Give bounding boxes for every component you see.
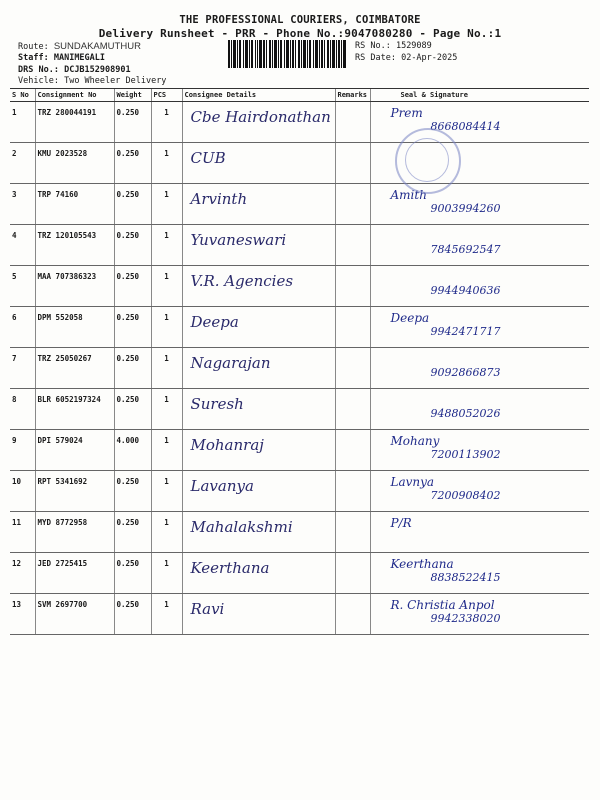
row-weight: 0.250 — [114, 225, 151, 266]
row-pcs: 1 — [151, 389, 182, 430]
row-remarks-cell — [335, 184, 370, 225]
row-sno: 10 — [10, 471, 35, 512]
table-header-row — [10, 89, 589, 102]
row-remarks-cell — [335, 225, 370, 266]
rs-date-label: RS Date: — [355, 53, 396, 63]
row-weight: 0.250 — [114, 553, 151, 594]
row-remarks-cell — [335, 348, 370, 389]
row-signature-cell — [370, 594, 589, 635]
table-row — [10, 471, 589, 512]
signature-handwriting: P/R — [390, 516, 412, 530]
signature-handwriting: Amith — [390, 188, 427, 202]
vehicle-value: Two Wheeler Delivery — [64, 76, 167, 86]
row-consignment-no: DPI 579024 — [35, 430, 114, 471]
col-signature-header: Seal & Signature — [370, 89, 589, 102]
table-row — [10, 594, 589, 635]
row-remarks-cell — [335, 307, 370, 348]
rs-date-line — [355, 53, 457, 63]
drs-value: DCJB152908901 — [64, 65, 131, 75]
signature-handwriting: Keerthana — [390, 557, 454, 571]
row-remarks-cell — [335, 512, 370, 553]
row-pcs: 1 — [151, 594, 182, 635]
row-consignee-cell — [182, 430, 335, 471]
row-consignee-cell — [182, 512, 335, 553]
row-sno: 8 — [10, 389, 35, 430]
signature-phone-number: 9942338020 — [430, 612, 501, 625]
row-signature-cell — [370, 512, 589, 553]
rs-date-value: 02-Apr-2025 — [401, 53, 458, 63]
signature-phone-number: 9092866873 — [430, 366, 501, 379]
staff-value: MANIMEGALI — [53, 53, 106, 63]
consignee-handwriting: Yuvaneswari — [190, 231, 287, 249]
row-pcs: 1 — [151, 184, 182, 225]
table-row — [10, 389, 589, 430]
row-weight: 0.250 — [114, 594, 151, 635]
row-consignee-cell — [182, 553, 335, 594]
row-signature-cell — [370, 225, 589, 266]
signature-phone-number: 9944940636 — [430, 284, 501, 297]
row-sno: 12 — [10, 553, 35, 594]
row-sno: 5 — [10, 266, 35, 307]
signature-handwriting: R. Christia Anpol — [390, 598, 495, 612]
vehicle-label: Vehicle: — [18, 76, 59, 86]
row-sno: 3 — [10, 184, 35, 225]
col-weight-header: Weight — [114, 89, 151, 102]
runsheet-table — [10, 88, 589, 635]
table-row — [10, 512, 589, 553]
row-signature-cell — [370, 553, 589, 594]
row-pcs: 1 — [151, 430, 182, 471]
signature-handwriting: Mohany — [390, 434, 440, 448]
row-sno: 11 — [10, 512, 35, 553]
row-consignment-no: DPM 552058 — [35, 307, 114, 348]
row-consignment-no: TRZ 120105543 — [35, 225, 114, 266]
row-consignee-cell — [182, 471, 335, 512]
drs-label: DRS No.: — [18, 65, 59, 75]
consignee-handwriting: V.R. Agencies — [190, 272, 294, 290]
table-row — [10, 225, 589, 266]
row-signature-cell — [370, 471, 589, 512]
col-sno-header: S No — [10, 89, 35, 102]
col-consignee-header: Consignee Details — [182, 89, 335, 102]
row-remarks-cell — [335, 266, 370, 307]
row-weight: 0.250 — [114, 512, 151, 553]
row-consignee-cell — [182, 594, 335, 635]
col-pcs-header: PCS — [151, 89, 182, 102]
rs-no-line — [355, 41, 432, 51]
consignee-handwriting: Ravi — [190, 600, 225, 618]
row-signature-cell — [370, 307, 589, 348]
row-weight: 0.250 — [114, 266, 151, 307]
row-consignment-no: KMU 2023528 — [35, 143, 114, 184]
row-signature-cell — [370, 348, 589, 389]
runsheet-subtitle: Delivery Runsheet - PRR - Phone No.:9047080280 - Page No.:1 — [98, 27, 502, 40]
consignee-handwriting: Lavanya — [190, 477, 254, 495]
signature-phone-number: 8838522415 — [430, 571, 501, 584]
signature-phone-number: 9488052026 — [430, 407, 501, 420]
consignee-handwriting: Deepa — [190, 313, 239, 331]
table-row — [10, 184, 589, 225]
consignee-handwriting: Arvinth — [190, 190, 248, 208]
row-consignee-cell — [182, 102, 335, 143]
row-consignment-no: SVM 2697700 — [35, 594, 114, 635]
row-signature-cell — [370, 266, 589, 307]
row-weight: 4.000 — [114, 430, 151, 471]
col-consignment-header: Consignment No — [35, 89, 114, 102]
row-remarks-cell — [335, 389, 370, 430]
row-consignment-no: RPT 5341692 — [35, 471, 114, 512]
courier-seal-stamp — [395, 128, 461, 194]
route-value: SUNDAKAMUTHUR — [53, 41, 141, 52]
row-sno: 4 — [10, 225, 35, 266]
row-sno: 7 — [10, 348, 35, 389]
row-consignee-cell — [182, 184, 335, 225]
drs-line — [18, 65, 131, 75]
table-row — [10, 430, 589, 471]
row-weight: 0.250 — [114, 348, 151, 389]
table-row — [10, 553, 589, 594]
row-pcs: 1 — [151, 143, 182, 184]
row-pcs: 1 — [151, 553, 182, 594]
vehicle-line — [18, 76, 166, 86]
signature-phone-number: 7200113902 — [430, 448, 501, 461]
row-weight: 0.250 — [114, 307, 151, 348]
route-line — [18, 41, 141, 52]
row-consignee-cell — [182, 266, 335, 307]
row-signature-cell — [370, 184, 589, 225]
row-weight: 0.250 — [114, 143, 151, 184]
row-consignment-no: TRP 74160 — [35, 184, 114, 225]
row-pcs: 1 — [151, 225, 182, 266]
row-sno: 13 — [10, 594, 35, 635]
consignee-handwriting: Suresh — [190, 395, 244, 413]
row-consignee-cell — [182, 348, 335, 389]
row-sno: 2 — [10, 143, 35, 184]
consignee-handwriting: Keerthana — [190, 559, 270, 577]
row-consignment-no: MYD 8772958 — [35, 512, 114, 553]
row-sno: 9 — [10, 430, 35, 471]
row-consignee-cell — [182, 389, 335, 430]
row-weight: 0.250 — [114, 184, 151, 225]
consignee-handwriting: Nagarajan — [190, 354, 271, 372]
company-title: THE PROFESSIONAL COURIERS, COIMBATORE — [179, 14, 421, 26]
table-row — [10, 266, 589, 307]
barcode-image — [228, 40, 346, 68]
row-consignee-cell — [182, 143, 335, 184]
signature-phone-number: 7845692547 — [430, 243, 501, 256]
signature-phone-number: 8668084414 — [430, 120, 501, 133]
row-remarks-cell — [335, 471, 370, 512]
row-remarks-cell — [335, 102, 370, 143]
row-pcs: 1 — [151, 266, 182, 307]
row-consignment-no: JED 2725415 — [35, 553, 114, 594]
row-pcs: 1 — [151, 348, 182, 389]
signature-phone-number: 9003994260 — [430, 202, 501, 215]
signature-handwriting: Lavnya — [390, 475, 435, 489]
table-row — [10, 143, 589, 184]
row-pcs: 1 — [151, 512, 182, 553]
row-pcs: 1 — [151, 102, 182, 143]
staff-label: Staff: — [18, 53, 49, 63]
row-remarks-cell — [335, 143, 370, 184]
row-sno: 6 — [10, 307, 35, 348]
row-consignee-cell — [182, 225, 335, 266]
row-consignment-no: TRZ 280044191 — [35, 102, 114, 143]
table-row — [10, 307, 589, 348]
col-remarks-header: Remarks — [335, 89, 370, 102]
row-weight: 0.250 — [114, 102, 151, 143]
consignee-handwriting: CUB — [190, 149, 226, 167]
signature-phone-number: 7200908402 — [430, 489, 501, 502]
row-consignment-no: BLR 6052197324 — [35, 389, 114, 430]
row-weight: 0.250 — [114, 389, 151, 430]
row-signature-cell — [370, 102, 589, 143]
staff-line — [18, 53, 105, 63]
consignee-handwriting: Cbe Hairdonathan — [190, 108, 331, 126]
row-pcs: 1 — [151, 471, 182, 512]
row-remarks-cell — [335, 430, 370, 471]
rs-no-label: RS No.: — [355, 41, 391, 51]
consignee-handwriting: Mohanraj — [190, 436, 264, 454]
table-row — [10, 102, 589, 143]
row-consignment-no: MAA 707386323 — [35, 266, 114, 307]
consignee-handwriting: Mahalakshmi — [190, 518, 293, 536]
row-pcs: 1 — [151, 307, 182, 348]
signature-phone-number: 9942471717 — [430, 325, 501, 338]
row-consignee-cell — [182, 307, 335, 348]
row-weight: 0.250 — [114, 471, 151, 512]
row-signature-cell — [370, 389, 589, 430]
row-consignment-no: TRZ 25050267 — [35, 348, 114, 389]
route-label: Route: — [18, 42, 49, 52]
row-remarks-cell — [335, 594, 370, 635]
row-remarks-cell — [335, 553, 370, 594]
table-row — [10, 348, 589, 389]
row-sno: 1 — [10, 102, 35, 143]
signature-handwriting: Deepa — [390, 311, 430, 325]
row-signature-cell — [370, 430, 589, 471]
signature-handwriting: Prem — [390, 106, 423, 120]
rs-no-value: 1529089 — [395, 41, 432, 51]
